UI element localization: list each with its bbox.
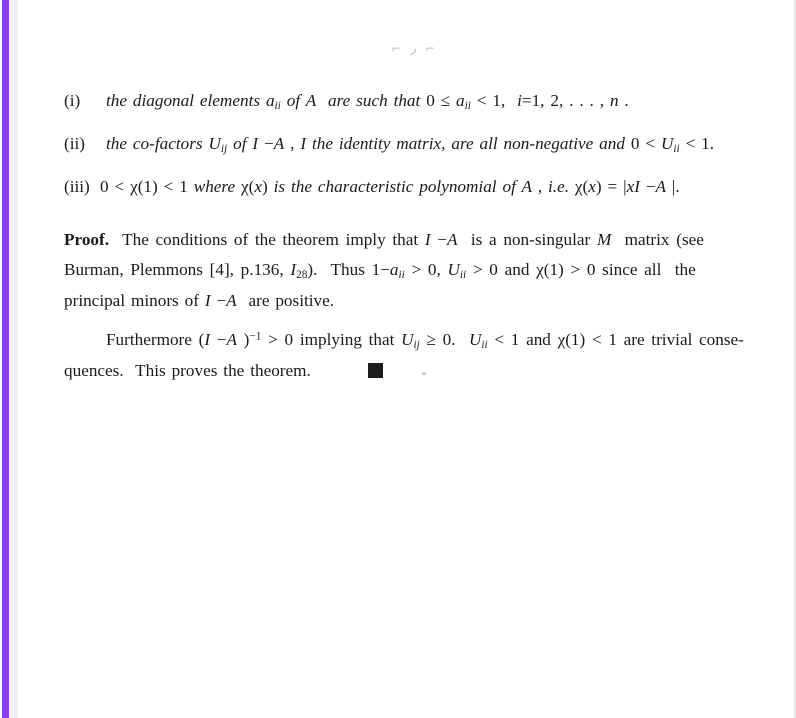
proof-line-2-text: Burman, Plemmons [4], p.136, $I_{28}$). Thus $1-a_{ii} > 0$, $U_{ii} > 0$ and χ(1) > 0 since all the — [64, 260, 696, 282]
condition-item-ii — [64, 134, 794, 154]
condition-label-i: (i) — [64, 91, 81, 110]
condition-item-i — [64, 91, 794, 111]
condition-label-iii: (iii) — [64, 177, 90, 196]
condition-text-i: the diagonal elements $a_{ii}$ of A are such that $0 \le a_{ii} < 1$, i=1, 2, . . . , n . — [106, 91, 629, 113]
condition-text-iii: 0 < χ(1) < 1 where χ(x) is the characteristic polynomial of A , i.e. χ(x) = |xI −A |. — [100, 177, 680, 196]
conclusion-line-2 — [64, 361, 794, 381]
proof-line-3 — [64, 291, 794, 311]
condition-text-ii: the co-factors $U_{ij}$ of I −A , I the identity matrix, are all non-negative and $0 < U_{ii} < 1$. — [106, 134, 715, 156]
conclusion-line-1 — [106, 330, 796, 350]
condition-item-iii — [64, 177, 794, 197]
proof-line-2 — [64, 260, 794, 280]
proof-line-3-text: principal minors of I −A are positive. — [64, 291, 335, 310]
page-sheet — [18, 0, 794, 718]
conclusion-line-2-text: quences. This proves the theorem. — [64, 361, 311, 380]
qed-square-icon — [368, 363, 383, 378]
scan-speck — [422, 372, 426, 375]
top-scan-artifact: ⌐ ◞ ⌐ — [392, 41, 438, 57]
left-gutter-shade — [9, 0, 18, 718]
condition-label-ii: (ii) — [64, 134, 85, 153]
conclusion-line-1-text: Furthermore (I −A )$^{-1}$ > 0 implying that $U_{ij} \ge 0$. $U_{ii} < 1$ and χ(1) < 1 are trivial conse- — [106, 330, 744, 352]
proof-line-1-text: The conditions of the theorem imply that I −A is a non-singular M matrix (see — [122, 230, 704, 249]
proof-heading: Proof. — [64, 230, 110, 249]
left-accent-bar — [2, 0, 9, 718]
proof-line-1 — [64, 230, 794, 250]
